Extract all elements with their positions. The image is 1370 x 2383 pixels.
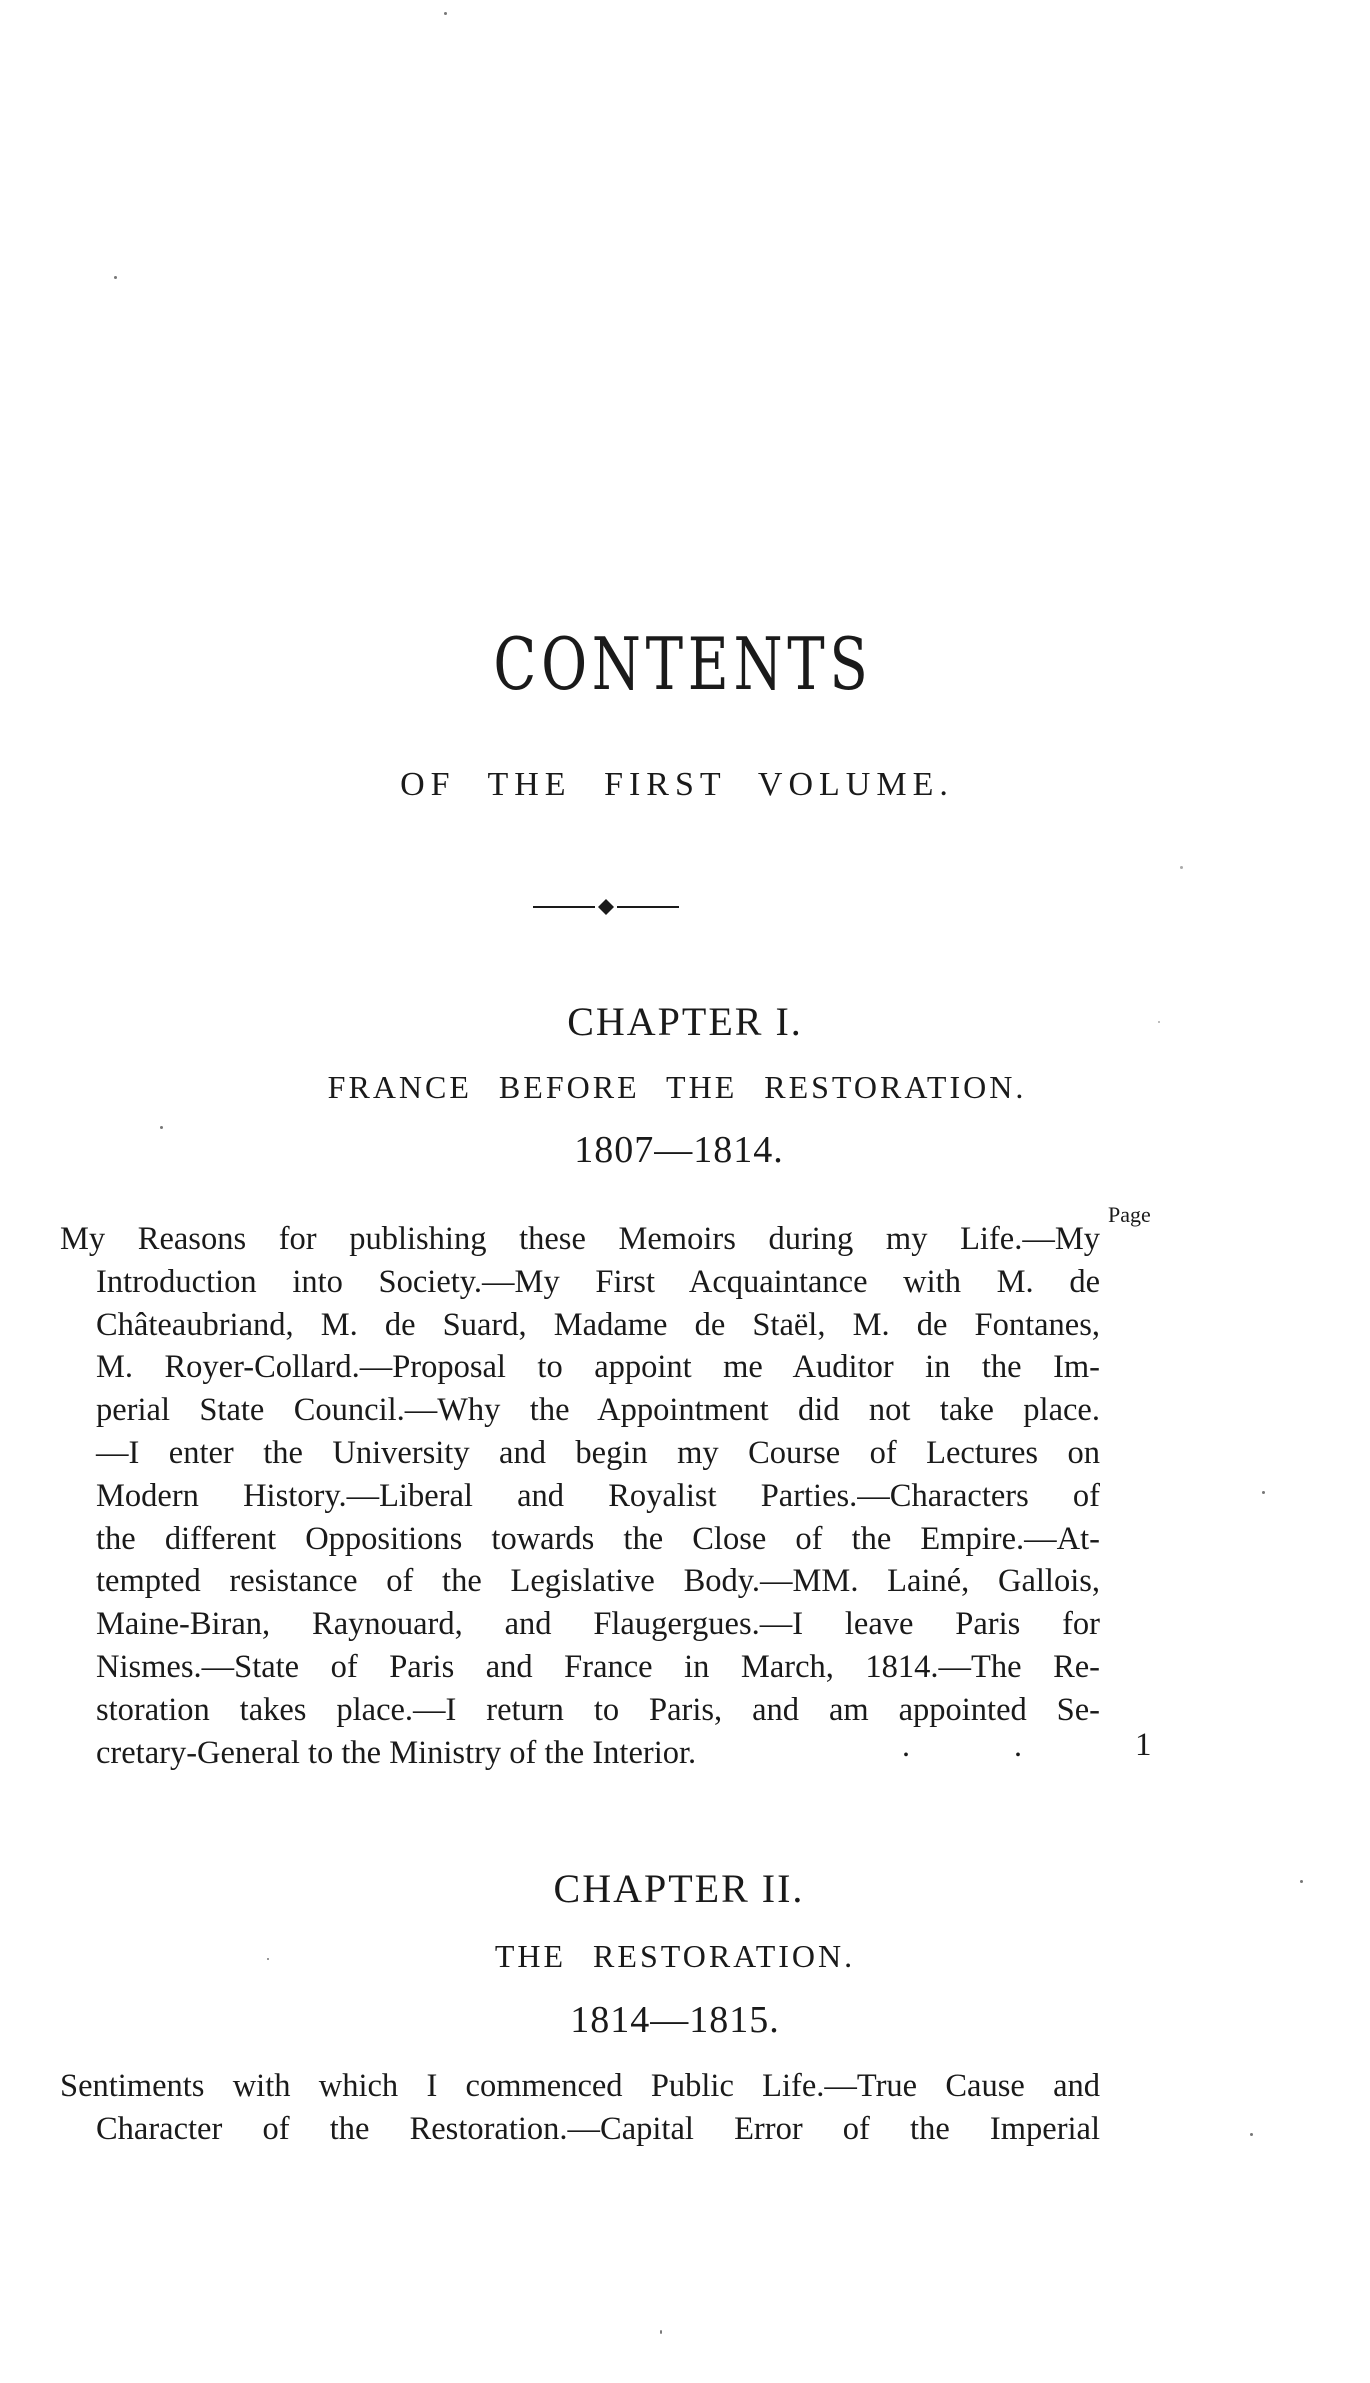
synopsis-line: storation takes place.—I return to Paris, and am appointed Se- [96,1691,1100,1728]
chapter-1-years: 1807—1814. [574,1129,784,1171]
page-column-label: Page [1108,1202,1151,1227]
chapter-1-heading: CHAPTER I. [567,999,803,1044]
scan-speck [114,276,117,279]
scan-speck [1300,1880,1303,1883]
scan-speck [444,12,447,15]
synopsis-line: Maine-Biran, Raynouard, and Flaugergues.—I leave Paris for [96,1606,1100,1643]
dot-leader: . . [902,1727,1070,1763]
synopsis-line: tempted resistance of the Legislative Body.—MM. Lainé, Gallois, [96,1563,1100,1600]
synopsis-line: My Reasons for publishing these Memoirs during my Life.—My [60,1221,1100,1257]
scan-speck [1262,1491,1265,1494]
synopsis-line: Modern History.—Liberal and Royalist Parties.—Characters of [96,1477,1100,1514]
scan-speck [1158,1021,1160,1023]
chapter-1-page-number: 1 [1135,1727,1152,1763]
chapter-1-synopsis [60,1218,1100,1774]
synopsis-line: M. Royer-Collard.—Proposal to appoint me Auditor in the Im- [96,1349,1100,1386]
chapter-2-heading: CHAPTER II. [553,1866,805,1911]
chapter-2-years: 1814—1815. [570,1999,780,2041]
synopsis-line: Character of the Restoration.—Capital Error of the Imperial [96,2110,1100,2147]
synopsis-line: cretary-General to the Ministry of the Interior. [96,1734,697,1771]
contents-title: CONTENTS [493,622,873,706]
scan-speck [1180,866,1183,869]
chapter-2-synopsis [60,2065,1100,2151]
synopsis-line: the different Oppositions towards the Close of the Empire.—At- [96,1520,1100,1557]
volume-subtitle: OF THE FIRST VOLUME. [400,766,954,803]
chapter-2-title: THE RESTORATION. [494,1938,856,1974]
divider-ornament-icon [533,896,679,918]
synopsis-line: perial State Council.—Why the Appointment did not take place. [96,1392,1100,1429]
synopsis-line: —I enter the University and begin my Course of Lectures on [96,1434,1100,1471]
chapter-1-title: FRANCE BEFORE THE RESTORATION. [327,1069,1027,1105]
scan-speck [160,1126,163,1129]
synopsis-line: Châteaubriand, M. de Suard, Madame de Staël, M. de Fontanes, [96,1306,1100,1343]
synopsis-line: Sentiments with which I commenced Public Life.—True Cause and [60,2068,1100,2104]
scan-speck [267,1958,269,1960]
synopsis-line: Introduction into Society.—My First Acquaintance with M. de [96,1263,1100,1300]
scan-speck [1250,2133,1253,2136]
scan-speck [660,2330,662,2334]
synopsis-line: Nismes.—State of Paris and France in March, 1814.—The Re- [96,1648,1100,1685]
